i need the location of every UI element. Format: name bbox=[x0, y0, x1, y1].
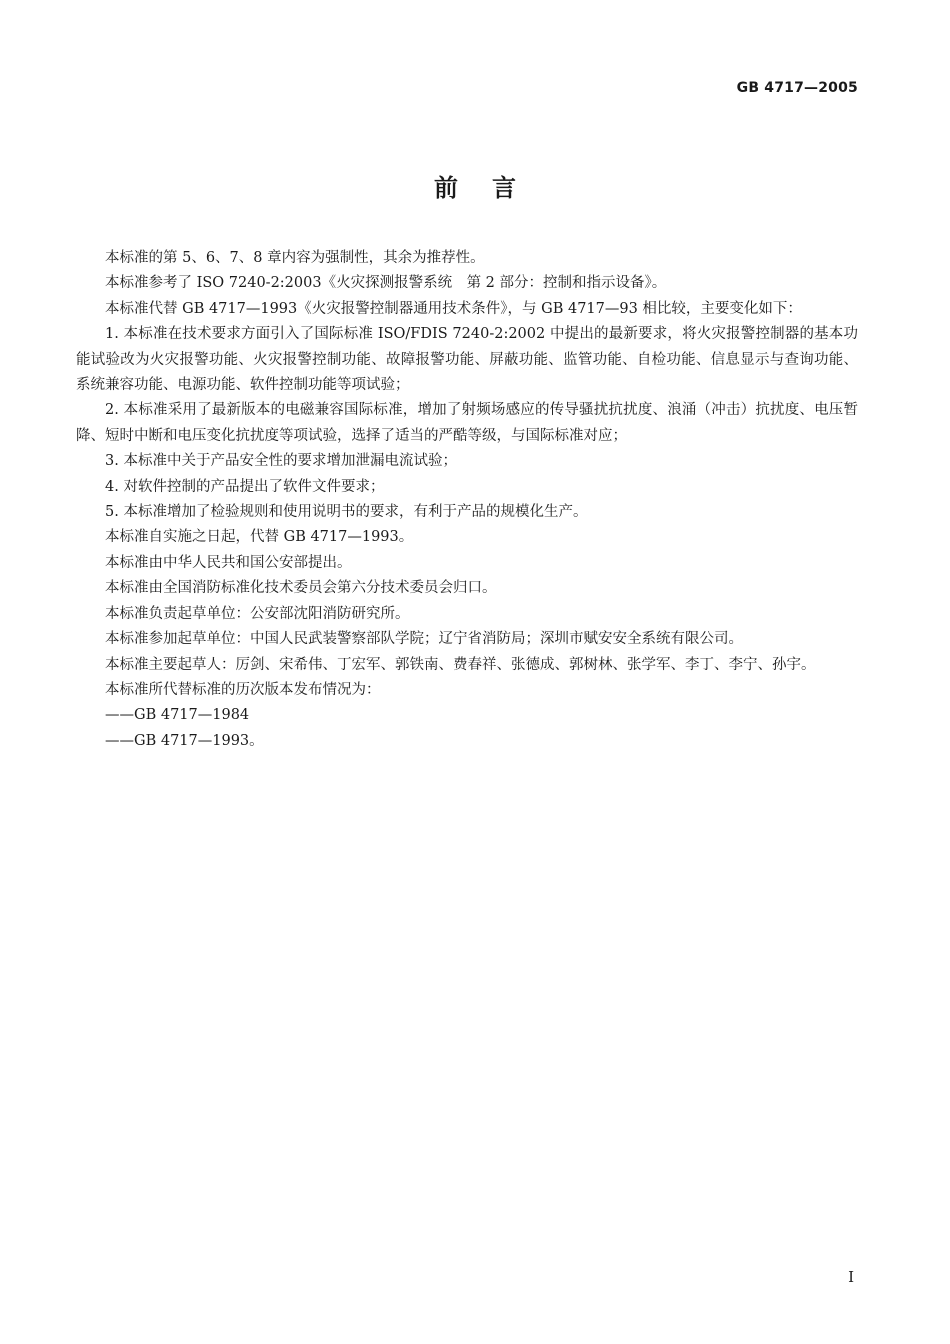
paragraph-mandatory-chapters: 本标准的第 5、6、7、8 章内容为强制性，其余为推荐性。 bbox=[105, 250, 485, 266]
history-item-1984: ——GB 4717—1984 bbox=[105, 707, 250, 724]
paragraph-history-intro: 本标准所代替标准的历次版本发布情况为： bbox=[105, 681, 381, 698]
paragraph-centralized-by: 本标准由全国消防标准化技术委员会第六分技术委员会归口。 bbox=[105, 580, 497, 597]
paragraph-effective: 本标准自实施之日起，代替 GB 4717—1993。 bbox=[105, 529, 414, 546]
paragraph-drafters: 本标准主要起草人：厉剑、宋希伟、丁宏军、郭铁南、费春祥、张德成、郭树林、张学军、李丁、李宁、孙宇。 bbox=[105, 656, 816, 673]
paragraph-participating-units: 本标准参加起草单位：中国人民武装警察部队学院；辽宁省消防局；深圳市赋安安全系统有限公司。 bbox=[105, 631, 743, 648]
paragraph-change-5: 5. 本标准增加了检验规则和使用说明书的要求，有利于产品的规模化生产。 bbox=[105, 504, 588, 521]
foreword-body bbox=[76, 246, 858, 754]
paragraph-replaces: 本标准代替 GB 4717—1993《火灾报警控制器通用技术条件》，与 GB 4717—93 相比较，主要变化如下： bbox=[105, 300, 802, 317]
standard-number: GB 4717—2005 bbox=[736, 80, 858, 96]
page-number: I bbox=[848, 1268, 854, 1286]
paragraph-proposed-by: 本标准由中华人民共和国公安部提出。 bbox=[105, 554, 352, 571]
paragraph-change-3: 3. 本标准中关于产品安全性的要求增加泄漏电流试验； bbox=[105, 453, 457, 470]
paragraph-change-2: 2. 本标准采用了最新版本的电磁兼容国际标准，增加了射频场感应的传导骚扰抗扰度、浪涌（冲击）抗扰度、电压暂降、短时中断和电压变化抗扰度等项试验，选择了适当的严酷等级，与国际标准对应； bbox=[76, 402, 858, 444]
page-title: 前言 bbox=[434, 174, 550, 202]
paragraph-change-1: 1. 本标准在技术要求方面引入了国际标准 ISO/FDIS 7240-2:2002 中提出的最新要求，将火灾报警控制器的基本功能试验改为火灾报警功能、火灾报警控制功能、故障报警功能、屏蔽功能、监管功能、自检功能、信息显示与查询功能、系统兼容功能、电源功能、软件控制功能等项试验； bbox=[76, 326, 858, 394]
paragraph-change-4: 4. 对软件控制的产品提出了软件文件要求； bbox=[105, 478, 385, 495]
history-item-1993: ——GB 4717—1993。 bbox=[105, 732, 264, 749]
paragraph-drafting-unit: 本标准负责起草单位：公安部沈阳消防研究所。 bbox=[105, 605, 410, 622]
paragraph-reference-standard: 本标准参考了 ISO 7240-2:2003《火灾探测报警系统 第 2 部分：控制和指示设备》。 bbox=[105, 275, 667, 292]
